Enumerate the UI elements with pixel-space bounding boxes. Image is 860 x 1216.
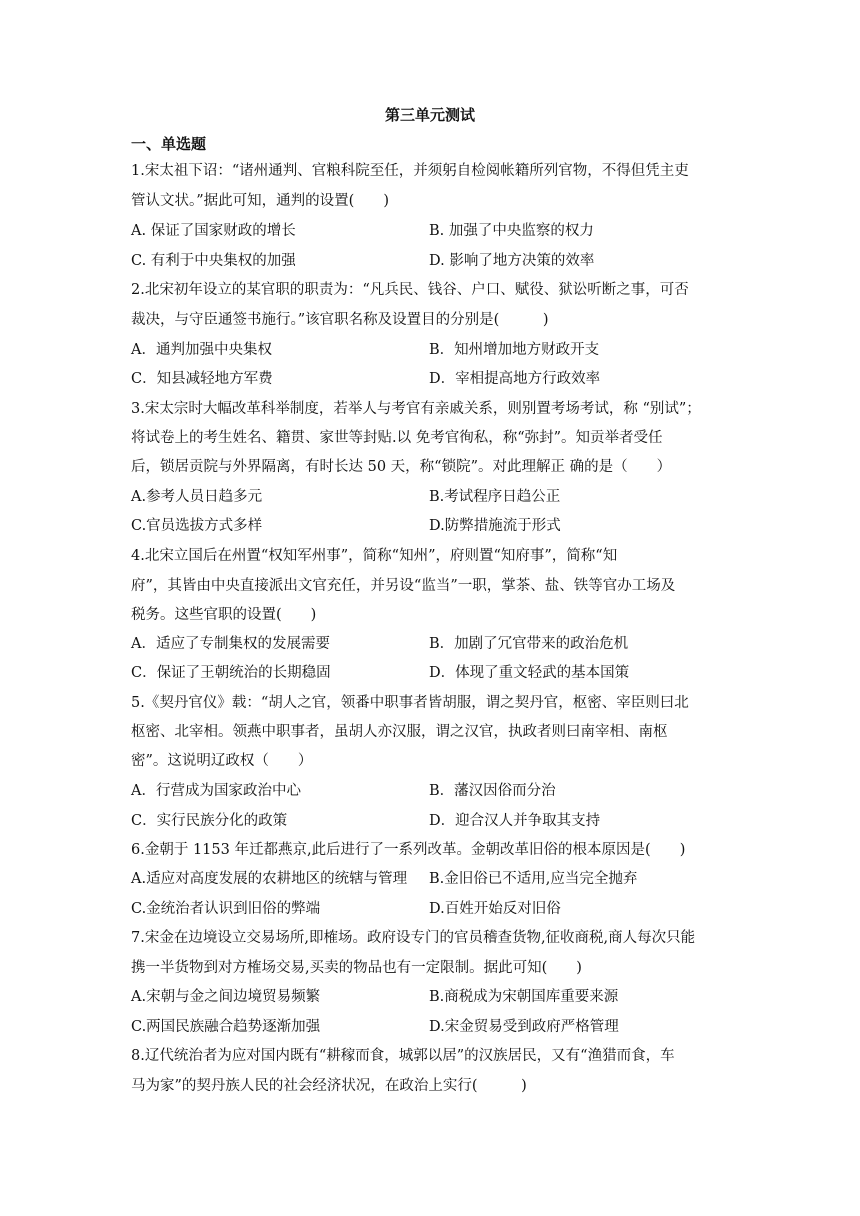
question-stem-line: 密”。这说明辽政权（ ）: [131, 753, 313, 769]
option-c: C．知县减轻地方军费: [131, 371, 273, 387]
option-d: D.百姓开始反对旧俗: [429, 901, 561, 917]
option-a: A. 保证了国家财政的增长: [131, 223, 296, 239]
option-a: A．行营成为国家政治中心: [131, 783, 301, 799]
question-stem-line: 后，锁居贡院与外界隔离，有时长达 50 天，称“锁院”。对此理解正 确的是（ ）: [131, 459, 672, 475]
question-stem-line: 将试卷上的考生姓名、籍贯、家世等封贴.以 免考官徇私，称“弥封”。知贡举者受任: [131, 430, 663, 446]
option-c: C.官员选拔方式多样: [131, 518, 263, 534]
page-title: 第三单元测试: [384, 106, 475, 124]
option-a: A.适应对高度发展的农耕地区的统辖与管理: [131, 871, 408, 887]
question-stem-line: 5.《契丹官仪》载：“胡人之官，领番中职事者皆胡服，谓之契丹官，枢密、宰臣则曰北: [131, 695, 689, 711]
question-stem-line: 枢密、北宰相。领燕中职事者，虽胡人亦汉服，谓之汉官，执政者则曰南宰相、南枢: [131, 724, 668, 740]
question-stem-line: 马为家”的契丹族人民的社会经济状况，在政治上实行( ): [131, 1078, 527, 1094]
option-a: A.宋朝与金之间边境贸易频繁: [131, 989, 321, 1005]
option-b: B.考试程序日趋公正: [429, 489, 561, 505]
option-d: D. 影响了地方决策的效率: [429, 253, 595, 269]
option-d: D．体现了重文轻武的基本国策: [429, 665, 630, 681]
option-d: D．迎合汉人并争取其支持: [429, 813, 601, 829]
question-stem-line: 1.宋太祖下诏：“诸州通判、官粮科院至任，并须躬自检阅帐籍所列官物，不得但凭主吏: [131, 163, 689, 179]
option-a: A．适应了专制集权的发展需要: [131, 636, 330, 652]
option-b: B．加剧了冗官带来的政治危机: [429, 636, 629, 652]
option-c: C.金统治者认识到旧俗的弊端: [131, 901, 321, 917]
question-stem-line: 3.宋太宗时大幅改革科举制度，若举人与考官有亲戚关系，则别置考场考试，称 “别试”；: [131, 401, 701, 417]
question-stem-line: 8.辽代统治者为应对国内既有“耕稼而食，城郭以居”的汉族居民，又有“渔猎而食，车: [131, 1048, 675, 1064]
question-stem-line: 7.宋金在边境设立交易场所,即榷场。政府设专门的官员稽查货物,征收商税,商人每次只能: [131, 930, 696, 946]
section-heading: 一、单选题: [131, 135, 207, 153]
option-c: C．实行民族分化的政策: [131, 813, 288, 829]
question-stem-line: 2.北宋初年设立的某官职的职责为：“凡兵民、钱谷、户口、赋役、狱讼听断之事，可否: [131, 282, 689, 298]
option-a: A．通判加强中央集权: [131, 342, 272, 358]
option-d: D．宰相提高地方行政效率: [429, 371, 601, 387]
option-d: D.宋金贸易受到政府严格管理: [429, 1019, 619, 1035]
question-stem-line: 裁决，与守臣通签书施行。”该官职名称及设置目的分别是( ): [131, 312, 549, 328]
option-b: B.金旧俗已不适用,应当完全抛弃: [429, 871, 638, 887]
question-stem-line: 税务。这些官职的设置( ): [131, 607, 317, 623]
question-stem-line: 6.金朝于 1153 年迁都燕京,此后进行了一系列改革。金朝改革旧俗的根本原因是( ): [131, 842, 686, 858]
option-c: C.两国民族融合趋势逐渐加强: [131, 1019, 321, 1035]
option-c: C．保证了王朝统治的长期稳固: [131, 665, 331, 681]
option-b: B.商税成为宋朝国库重要来源: [429, 989, 619, 1005]
option-b: B．藩汉因俗而分治: [429, 783, 556, 799]
question-stem-line: 府”，其皆由中央直接派出文官充任，并另设“监当”一职，掌茶、盐、铁等官办工场及: [131, 578, 676, 594]
option-b: B. 加强了中央监察的权力: [429, 223, 594, 239]
option-d: D.防弊措施流于形式: [429, 518, 561, 534]
question-stem-line: 携一半货物到对方榷场交易,买卖的物品也有一定限制。据此可知( ): [131, 960, 582, 976]
option-a: A.参考人员日趋多元: [131, 489, 263, 505]
question-stem-line: 管认文状。”据此可知，通判的设置( ): [131, 193, 389, 209]
option-c: C. 有利于中央集权的加强: [131, 253, 296, 269]
question-stem-line: 4.北宋立国后在州置“权知军州事”，简称“知州”，府则置“知府事”，简称“知: [131, 548, 618, 564]
option-b: B．知州增加地方财政开支: [429, 342, 600, 358]
